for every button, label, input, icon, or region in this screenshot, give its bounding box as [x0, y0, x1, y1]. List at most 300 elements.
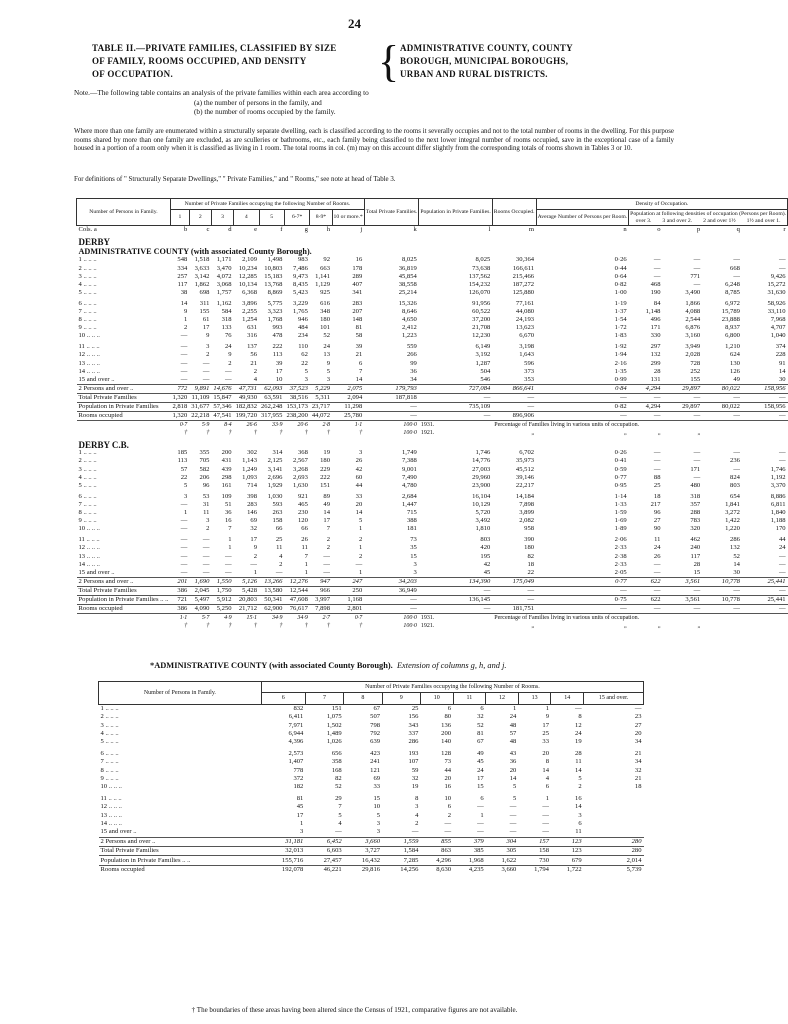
table-cell: 3	[413, 568, 417, 576]
table-row	[77, 316, 788, 324]
table-cell: Percentage of Families living in various units of occupation.	[492, 421, 787, 430]
table-cell: 24	[323, 343, 331, 351]
table-cell: —	[653, 568, 661, 576]
table-cell	[584, 828, 644, 837]
table-cell: 947	[310, 577, 332, 586]
table-cell: 10,134	[238, 280, 257, 288]
table-cell: 18	[527, 560, 535, 568]
table-cell: 5	[513, 794, 517, 802]
table-cell: 2	[358, 536, 363, 544]
table-cell: 192,078	[261, 865, 305, 874]
table-cell: 195	[480, 552, 491, 560]
table-row	[77, 449, 788, 457]
table-cell: 26	[301, 536, 308, 544]
table-cell: 45	[477, 758, 484, 766]
extension-table-body	[99, 704, 644, 874]
table-cell: 2,693	[293, 473, 308, 481]
table-cell: 6,702	[519, 449, 535, 457]
table-row	[77, 332, 788, 340]
table-cell: 3	[415, 803, 419, 811]
table-cell: 36	[410, 367, 417, 375]
row-label: 5 .. .. ..	[78, 481, 97, 489]
table-cell: 11,298	[332, 402, 364, 411]
table-cell: —	[693, 280, 701, 288]
families-group-header: Number of Private Families occupying the following Number of Rooms.	[261, 682, 643, 693]
table-cell: —	[733, 465, 740, 473]
table-cell: 4	[279, 552, 283, 560]
table-row	[77, 490, 788, 501]
table-cell: 1,026	[326, 738, 342, 746]
table-cell: 22,217	[515, 481, 535, 489]
families-group-header: Number of Private Families occupying the following Number of Rooms.	[170, 199, 364, 210]
table-cell: 32	[477, 713, 484, 721]
table-cell: 6,411	[288, 713, 304, 721]
table-cell: 158,956	[742, 402, 788, 411]
table-cell: 14	[509, 775, 517, 782]
table-cell: 153,173	[286, 403, 308, 411]
table-cell: 1	[358, 544, 363, 552]
table-cell: 390	[524, 536, 535, 544]
table-cell: 357	[690, 500, 701, 508]
table-cell: 2,255	[242, 307, 257, 315]
table-cell: 302	[247, 449, 257, 457]
percentage-row	[77, 614, 788, 623]
table-cell: 148	[352, 316, 363, 324]
table-cell: 17	[542, 721, 549, 729]
table-cell: 36,819	[398, 264, 417, 272]
table-cell: 20	[509, 766, 517, 774]
table-row	[99, 730, 644, 738]
table-cell: —	[323, 568, 331, 576]
table-cell: †	[359, 623, 363, 630]
table-cell: 1931.	[419, 421, 492, 430]
table-cell: 624	[730, 351, 740, 359]
table-cell: 2	[326, 536, 331, 544]
table-cell: 316	[247, 332, 257, 340]
table-cell: 656	[331, 749, 342, 757]
table-cell: „	[657, 623, 661, 630]
row-label: 7 .. .. ..	[78, 500, 97, 508]
table-cell: 1,750	[211, 586, 233, 595]
table-cell: 593	[272, 500, 283, 508]
table-cell: —	[693, 256, 701, 264]
table-row	[99, 803, 644, 811]
table-cell: 25	[542, 730, 549, 738]
table-cell: —	[653, 264, 661, 272]
table-cell: —	[224, 367, 232, 375]
table-cell: 46,221	[305, 865, 343, 874]
table-cell: 8	[415, 794, 419, 802]
table-cell: 21	[634, 749, 642, 757]
table-cell: 8·4	[211, 421, 233, 430]
table-cell: —	[477, 819, 484, 827]
table-cell: 4,780	[401, 481, 417, 489]
table-cell: 824	[730, 473, 740, 481]
table-cell: 13,623	[515, 324, 535, 332]
table-cell: 2·33	[614, 544, 627, 552]
table-cell: 439	[221, 465, 232, 473]
table-cell: 2·16	[614, 359, 627, 367]
table-cell: 57	[509, 730, 517, 738]
table-cell: 8,937	[725, 324, 740, 332]
table-cell: 137,562	[468, 272, 491, 280]
table-row	[77, 577, 788, 586]
table-cell: —	[335, 828, 342, 836]
table-cell: 2,818	[172, 403, 188, 411]
table-cell: —	[224, 375, 232, 383]
table-cell: 39	[275, 359, 283, 367]
table-cell: —	[202, 359, 210, 367]
table-cell: 20,803	[234, 595, 259, 604]
table-cell: 113	[177, 457, 188, 465]
table-cell: 222	[320, 473, 331, 481]
table-cell: 280	[584, 837, 644, 846]
note-definitions: For definitions of " Structurally Separate Dwellings," " Private Families," and " Rooms," see note at head of Table 3.	[74, 176, 396, 183]
table-cell: 32	[250, 525, 257, 533]
table-cell: 96	[653, 509, 661, 517]
table-cell: 289	[352, 272, 363, 280]
table-cell: 52	[335, 783, 342, 791]
table-cell: 2·06	[614, 536, 627, 544]
table-cell: —	[180, 332, 188, 340]
table-row	[99, 783, 644, 791]
table-cell: 77,161	[515, 299, 535, 307]
table-cell: 52	[323, 332, 331, 340]
table-cell: 168	[331, 766, 342, 774]
table-cell: †	[327, 623, 331, 630]
table-cell: †	[327, 430, 331, 437]
table-row	[77, 544, 788, 552]
table-cell: 3,192	[475, 351, 491, 359]
table-cell: 304	[486, 837, 519, 846]
rooms-occupied-header: Rooms Occupied.	[492, 199, 536, 226]
table-row	[99, 856, 644, 865]
table-cell: 200	[221, 449, 232, 457]
table-cell: —	[180, 552, 188, 560]
table-cell: 4,707	[770, 324, 786, 332]
row-label: 1 .. .. ..	[100, 704, 119, 712]
row-label: 11 .. .. ..	[100, 794, 122, 802]
table-cell: 735,109	[419, 402, 492, 411]
table-cell: 4,072	[216, 272, 232, 280]
table-cell: 2,045	[189, 586, 211, 595]
table-cell: 44	[779, 536, 786, 544]
table-cell: 17	[477, 775, 484, 782]
table-cell: 2,801	[332, 605, 364, 614]
table-cell: —	[742, 605, 788, 614]
table-cell: 5,739	[584, 865, 644, 874]
table-cell: —	[202, 367, 210, 375]
table-row	[77, 586, 788, 595]
table-cell: 33	[355, 492, 363, 500]
brace-icon: {	[378, 37, 400, 86]
table-cell: 679	[551, 856, 584, 865]
table-cell: 32,013	[261, 847, 305, 856]
table-cell: 155	[199, 307, 210, 315]
table-cell: 386	[170, 586, 189, 595]
table-cell: 2	[358, 552, 363, 560]
table-cell: 5	[326, 367, 331, 375]
table-cell: 100·0	[364, 614, 419, 623]
table-cell: 58,926	[767, 299, 786, 307]
row-label: 1 .. .. ..	[78, 449, 97, 457]
table-cell: 548	[177, 256, 188, 264]
table-cell	[584, 803, 644, 811]
room-col-header: 10 or more.*	[332, 210, 364, 226]
table-cell: 3,142	[194, 272, 210, 280]
table-cell: 8,630	[420, 865, 453, 874]
table-cell: 12	[575, 721, 582, 729]
table-cell: g	[284, 226, 309, 235]
table-cell: r	[742, 226, 788, 235]
table-row	[99, 775, 644, 783]
table-cell: 1,223	[401, 332, 417, 340]
table-cell: 38,516	[284, 393, 309, 402]
table-cell: 6,811	[771, 500, 786, 508]
table-cell: 668	[730, 264, 740, 272]
table-cell: 157	[518, 837, 551, 846]
table-cell: 14	[575, 766, 582, 774]
table-cell: 10,129	[472, 500, 491, 508]
average-header: Average Number of Persons per Room.	[536, 210, 629, 226]
table-cell: 100·0	[403, 623, 417, 630]
table-cell: 2,082	[519, 517, 535, 525]
table-cell: 0·84	[536, 384, 629, 393]
table-row	[77, 226, 788, 235]
table-cell: 1,148	[645, 307, 661, 315]
table-cell: 1,746	[770, 465, 786, 473]
table-cell: l	[419, 226, 492, 235]
table-cell: 1·35	[614, 367, 627, 375]
table-cell: 17	[296, 811, 304, 819]
table-cell: q	[702, 226, 742, 235]
table-cell: 1	[358, 525, 363, 533]
section-title: DERBY	[78, 237, 111, 248]
table-cell: —	[202, 568, 210, 576]
table-cell: 123	[551, 847, 584, 856]
table-cell: 3,561	[662, 577, 702, 586]
table-title: TABLE II.—PRIVATE FAMILIES, CLASSIFIED BY SIZE OF FAMILY, ROOMS OCCUPIED, AND DENSITY OF OCCUPATION.	[92, 43, 337, 79]
table-row	[77, 297, 788, 308]
row-label: 15 and over ..	[78, 568, 115, 576]
table-cell: 1,643	[519, 351, 535, 359]
table-cell: 10,234	[238, 264, 257, 272]
table-cell: 62,900	[259, 605, 284, 614]
table-cell: 69	[373, 775, 381, 782]
table-cell: 252	[690, 367, 701, 375]
table-cell: 288	[690, 509, 701, 517]
table-cell: 8,025	[401, 256, 417, 264]
row-label: 13 .. .. ..	[78, 552, 100, 560]
table-cell: 66	[275, 525, 283, 533]
table-cell: 11	[575, 758, 582, 766]
table-cell: 15	[693, 568, 701, 576]
table-cell: 1,622	[486, 856, 519, 865]
table-cell: 715	[406, 509, 417, 517]
table-cell: 3,899	[519, 509, 535, 517]
table-cell: 546	[480, 375, 491, 383]
table-cell: 3,660	[486, 865, 519, 874]
table-cell: 3	[376, 828, 381, 836]
table-cell: 16	[444, 783, 452, 791]
table-cell: 22	[301, 359, 308, 367]
table-cell: 44,080	[515, 307, 535, 315]
table-row	[77, 264, 788, 272]
table-cell: 14	[323, 509, 331, 517]
table-cell: 181,751	[492, 605, 536, 614]
table-cell: 0·59	[614, 465, 627, 473]
table-cell: —	[492, 402, 536, 411]
row-label: 6 .. .. ..	[78, 492, 97, 500]
table-cell: 1,220	[725, 525, 740, 533]
table-cell: 9	[206, 332, 210, 340]
table-cell: 9	[545, 713, 549, 721]
table-cell: 1931.	[419, 614, 492, 623]
table-cell: 1·89	[614, 525, 627, 533]
table-cell: —	[180, 367, 188, 375]
table-cell: 3,490	[685, 288, 701, 296]
table-cell: —	[629, 412, 663, 421]
table-cell: 727,084	[419, 384, 492, 393]
table-cell: 25,441	[742, 577, 788, 586]
table-cell: 6	[545, 783, 549, 791]
table-cell: 803	[480, 536, 491, 544]
table-cell: 50,341	[259, 595, 284, 604]
table-cell: 1·92	[614, 343, 627, 351]
table-cell: 0·64	[614, 272, 627, 280]
table-cell: —	[542, 811, 549, 819]
table-cell: 228	[775, 351, 786, 359]
table-cell: 4,294	[629, 384, 663, 393]
table-cell	[584, 792, 644, 803]
table-cell: 230	[297, 509, 308, 517]
table-cell: 45,512	[515, 465, 535, 473]
table-cell: 100·0	[364, 421, 419, 430]
row-label: 2 Persons and over ..	[77, 577, 171, 586]
table-cell: 17	[323, 517, 331, 525]
row-label: 10 .. .. ..	[100, 783, 122, 791]
table-cell: —	[202, 544, 210, 552]
table-cell: 234	[297, 332, 308, 340]
footnote: † The boundaries of these areas having been altered since the Census of 1921, comparative figures are not available.	[191, 1006, 518, 1014]
table-cell: 1	[253, 568, 257, 576]
table-cell: —	[202, 552, 210, 560]
table-cell: „	[624, 430, 627, 437]
table-cell: 6	[480, 794, 484, 802]
table-cell: 8,785	[725, 288, 740, 296]
table-cell: 12,544	[284, 586, 309, 595]
table-cell: 1,249	[242, 465, 257, 473]
table-cell: 26·6	[234, 421, 259, 430]
table-cell: 166,611	[512, 264, 535, 272]
table-cell: 1,171	[216, 256, 232, 264]
table-cell: 14	[733, 560, 740, 568]
room-col-header: 7	[305, 693, 343, 704]
table-cell: 1	[304, 560, 308, 568]
table-cell: —	[662, 586, 702, 595]
room-col-header: 10	[420, 693, 453, 704]
table-cell: 38,558	[398, 280, 417, 288]
row-label: 14 .. .. ..	[78, 560, 100, 568]
table-cell: 60,522	[472, 307, 491, 315]
table-cell: 1,188	[770, 517, 786, 525]
row-label: 5 .. .. ..	[100, 738, 119, 746]
table-cell: 5,229	[310, 384, 332, 393]
table-cell: 1,630	[293, 481, 308, 489]
table-cell: 18	[634, 783, 642, 791]
table-cell: j	[332, 226, 364, 235]
table-row	[77, 517, 788, 525]
table-cell	[584, 811, 644, 819]
table-cell: —	[364, 605, 419, 614]
row-label: 5 .. .. ..	[78, 288, 97, 296]
table-cell: 1921.	[420, 623, 435, 630]
table-cell: 286	[408, 738, 419, 746]
table-cell: „	[697, 430, 701, 437]
table-cell: 1,550	[211, 577, 233, 586]
room-col-header: 5	[259, 210, 284, 226]
table-cell: 14,256	[382, 865, 420, 874]
table-cell: —	[742, 586, 788, 595]
table-cell: 5,311	[310, 393, 332, 402]
table-cell: 1,968	[453, 856, 486, 865]
table-cell: 1,407	[288, 758, 304, 766]
table-cell: n	[536, 226, 629, 235]
table-cell: 10,778	[702, 595, 742, 604]
table-cell: 0·7	[170, 421, 189, 430]
row-label: 13 .. .. ..	[100, 811, 122, 819]
table-cell: 20	[634, 730, 642, 738]
percentage-row	[77, 421, 788, 430]
table-cell: 3,370	[770, 481, 786, 489]
table-cell: 1·1	[170, 614, 189, 623]
table-cell: 67	[373, 704, 381, 712]
table-cell: 23,717	[311, 403, 331, 411]
table-cell: 1,746	[475, 449, 491, 457]
table-cell: 130	[730, 359, 740, 367]
table-cell: 3,068	[216, 280, 232, 288]
table-cell: 714	[247, 481, 257, 489]
table-cell: 1·69	[614, 517, 627, 525]
table-cell: 33	[373, 783, 381, 791]
table-cell: „	[531, 623, 535, 630]
table-cell: 12,285	[238, 272, 257, 280]
table-cell: †	[279, 430, 283, 437]
table-cell: 1,320	[172, 393, 188, 401]
table-cell: 3,198	[519, 343, 535, 351]
table-cell: 6,944	[288, 730, 304, 738]
table-cell: 584	[221, 307, 232, 315]
table-cell: 1,794	[518, 865, 551, 874]
table-cell: 161	[221, 481, 232, 489]
table-cell: 3,229	[293, 299, 308, 307]
table-cell: c	[189, 226, 211, 235]
table-cell: 1,841	[725, 500, 740, 508]
table-cell: 925	[320, 288, 331, 296]
table-cell: 622	[629, 595, 663, 604]
table-cell: 1,093	[242, 473, 257, 481]
row-label: Rooms occupied	[77, 412, 171, 421]
table-cell: 3	[578, 811, 582, 819]
table-cell: —	[224, 560, 232, 568]
table-cell: 12,230	[472, 332, 491, 340]
table-cell: 5	[338, 811, 342, 819]
table-cell: „	[657, 430, 661, 437]
table-cell: 1	[228, 544, 232, 552]
table-cell: 187,818	[364, 393, 419, 402]
table-cell: 110	[298, 343, 308, 351]
table-cell: 262,248	[261, 403, 283, 411]
